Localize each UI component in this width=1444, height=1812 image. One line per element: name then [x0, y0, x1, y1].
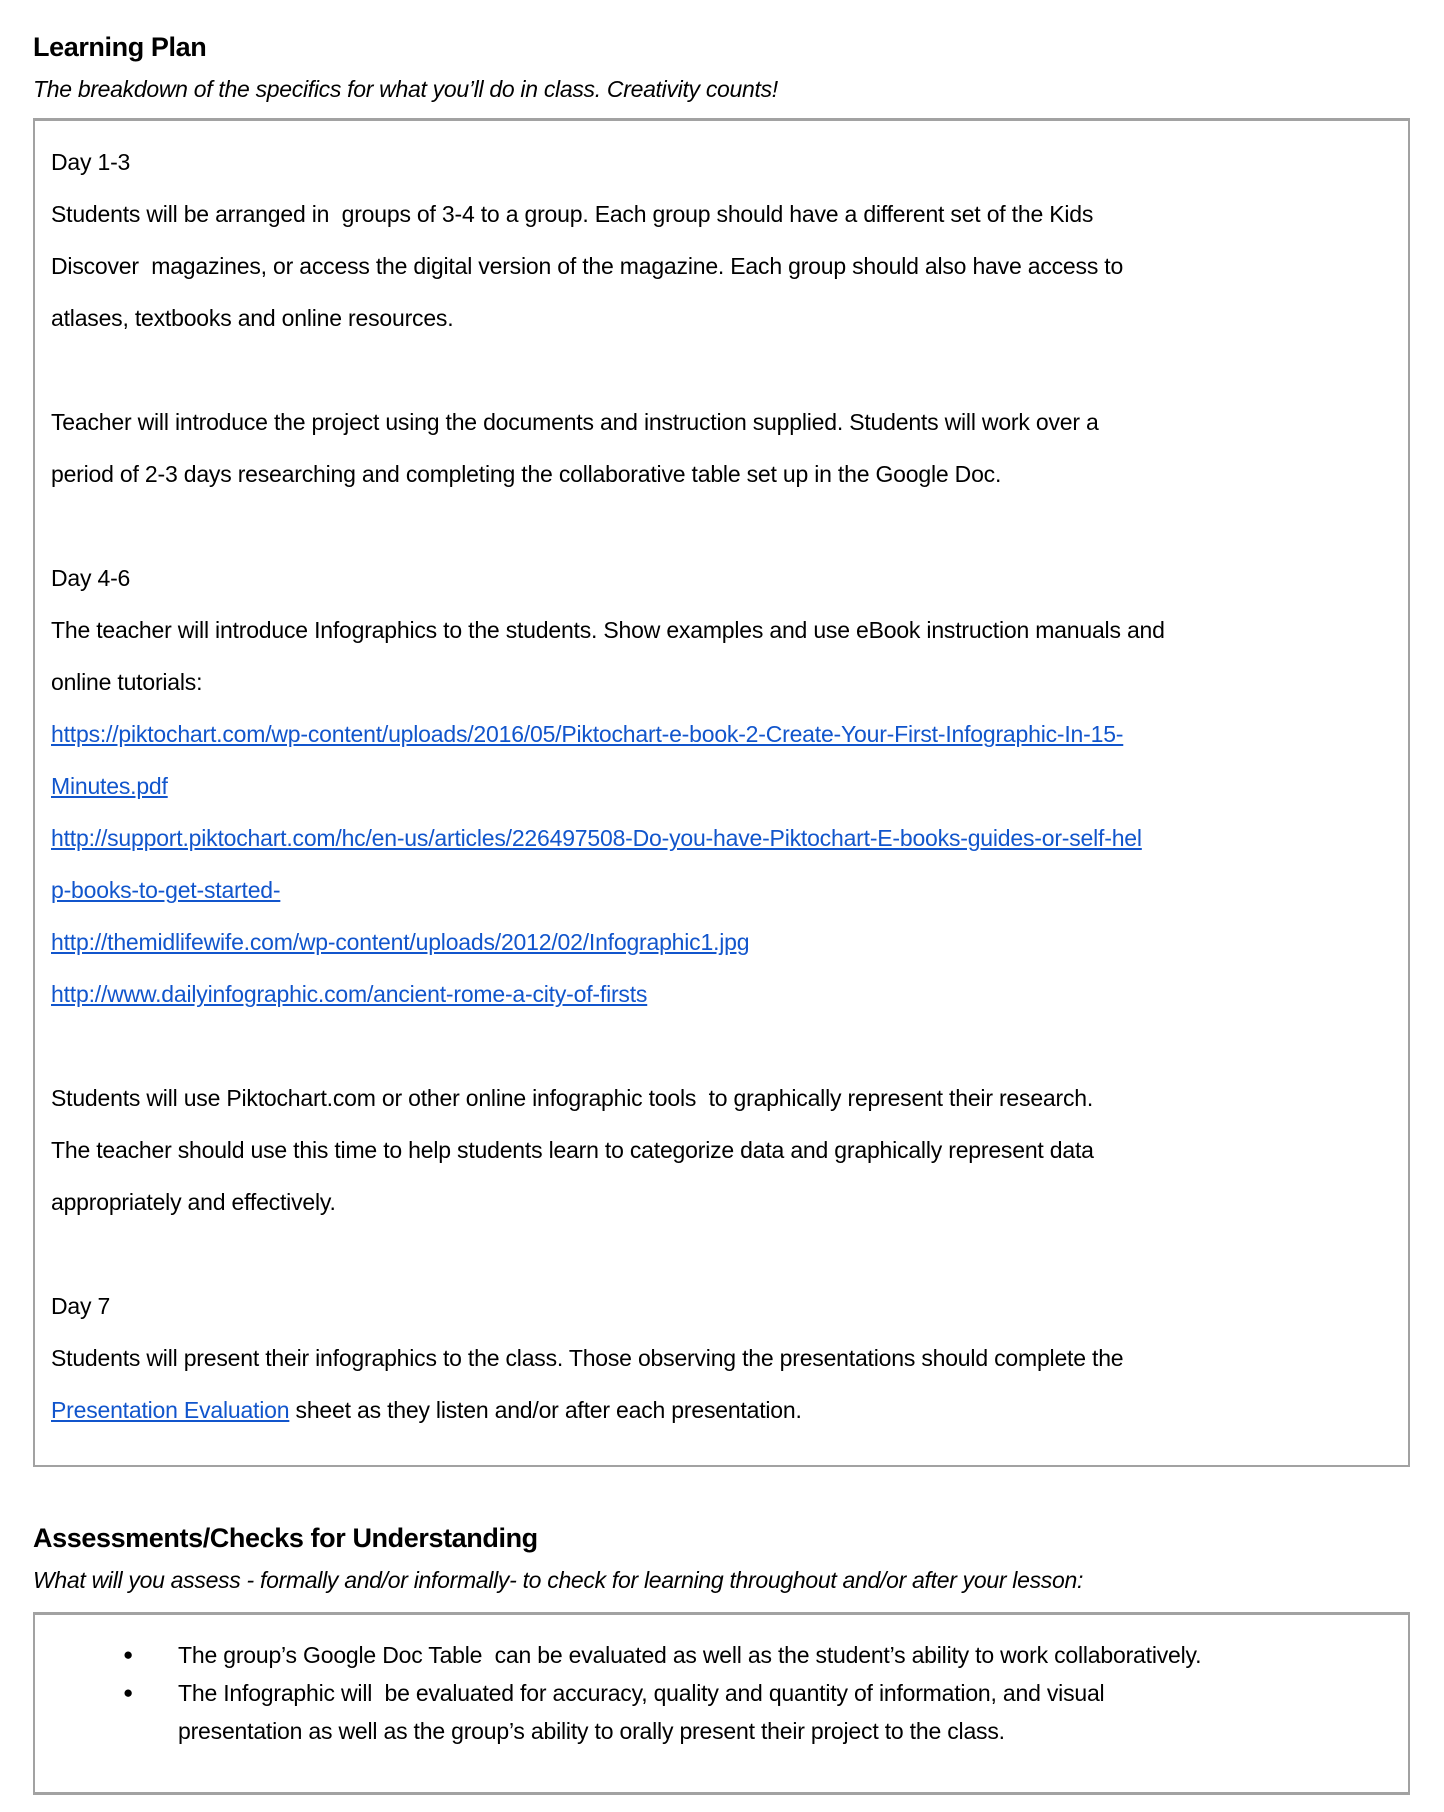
learning-plan-line: online tutorials:: [51, 669, 203, 696]
bullet-text-line: The Infographic will be evaluated for accuracy, quality and quantity of information, and visual: [178, 1679, 1105, 1706]
midlifewife-infographic-link[interactable]: http://themidlifewife.com/wp-content/uploads/2012/02/Infographic1.jpg: [51, 929, 750, 956]
learning-plan-line: The teacher will introduce Infographics to the students. Show examples and use eBook instruction manuals and: [51, 617, 1165, 644]
bullet-icon: ●: [123, 1682, 134, 1702]
learning-plan-line: Students will be arranged in groups of 3-4 to a group. Each group should have a different set of the Kids: [51, 201, 1094, 228]
learning-plan-line: atlases, textbooks and online resources.: [51, 305, 454, 332]
learning-plan-box: [33, 118, 1410, 1467]
learning-plan-line: [51, 1384, 1398, 1436]
bullet-icon: ●: [123, 1644, 134, 1664]
blank-line: [51, 1228, 1398, 1280]
assessments-title: Assessments/Checks for Understanding: [33, 1523, 538, 1554]
link-line: [51, 864, 1398, 916]
learning-plan-title: Learning Plan: [33, 32, 207, 62]
learning-plan-subtitle: The breakdown of the specifics for what you’ll do in class. Creativity counts!: [33, 75, 778, 102]
learning-plan-line: Day 4-6: [51, 565, 131, 592]
blank-line: [51, 1020, 1398, 1072]
assessment-bullet: [51, 1674, 1398, 1750]
learning-plan-line: Students will use Piktochart.com or other online infographic tools to graphically represent their research.: [51, 1085, 1094, 1112]
link-line: [51, 760, 1398, 812]
piktochart-support-link[interactable]: p-books-to-get-started-: [51, 877, 281, 904]
assessments-subtitle: What will you assess - formally and/or informally- to check for learning throughout and/or after your lesson:: [33, 1566, 1084, 1593]
learning-plan-line: appropriately and effectively.: [51, 1189, 336, 1216]
link-line: [51, 812, 1398, 864]
dailyinfographic-rome-link[interactable]: http://www.dailyinfographic.com/ancient-rome-a-city-of-firsts: [51, 981, 648, 1008]
link-line: [51, 968, 1398, 1020]
blank-line: [51, 500, 1398, 552]
assessments-box: [33, 1612, 1410, 1795]
learning-plan-line: Day 7: [51, 1293, 111, 1320]
piktochart-ebook-link[interactable]: https://piktochart.com/wp-content/uploads/2016/05/Piktochart-e-book-2-Create-Your-First-Infographic-In-15-: [51, 721, 1124, 748]
learning-plan-line: Day 1-3: [51, 149, 131, 176]
bullet-text-line: presentation as well as the group’s ability to orally present their project to the class.: [178, 1717, 1005, 1744]
bullet-text-line: The group’s Google Doc Table can be evaluated as well as the student’s ability to work collaboratively.: [178, 1641, 1202, 1668]
learning-plan-line: The teacher should use this time to help students learn to categorize data and graphically represent data: [51, 1137, 1094, 1164]
presentation-evaluation-link[interactable]: Presentation Evaluation: [51, 1397, 290, 1424]
learning-plan-line: Students will present their infographics to the class. Those observing the presentations should complete the: [51, 1345, 1124, 1372]
learning-plan-line: Discover magazines, or access the digital version of the magazine. Each group should also have access to: [51, 253, 1124, 280]
bullet-text: [178, 1636, 1201, 1674]
link-line: [51, 708, 1398, 760]
learning-plan-line: period of 2-3 days researching and completing the collaborative table set up in the Google Doc.: [51, 461, 1002, 488]
learning-plan-line: Teacher will introduce the project using the documents and instruction supplied. Students will work over a: [51, 409, 1099, 436]
blank-line: [51, 344, 1398, 396]
piktochart-ebook-link[interactable]: Minutes.pdf: [51, 773, 168, 800]
link-line: [51, 916, 1398, 968]
piktochart-support-link[interactable]: http://support.piktochart.com/hc/en-us/articles/226497508-Do-you-have-Piktochart-E-books-guides-or-self-hel: [51, 825, 1142, 852]
assessments-section: [33, 1524, 1410, 1794]
assessment-bullet: [51, 1636, 1398, 1674]
learning-plan-text: sheet as they listen and/or after each presentation.: [289, 1397, 802, 1424]
bullet-text: [178, 1674, 1104, 1750]
